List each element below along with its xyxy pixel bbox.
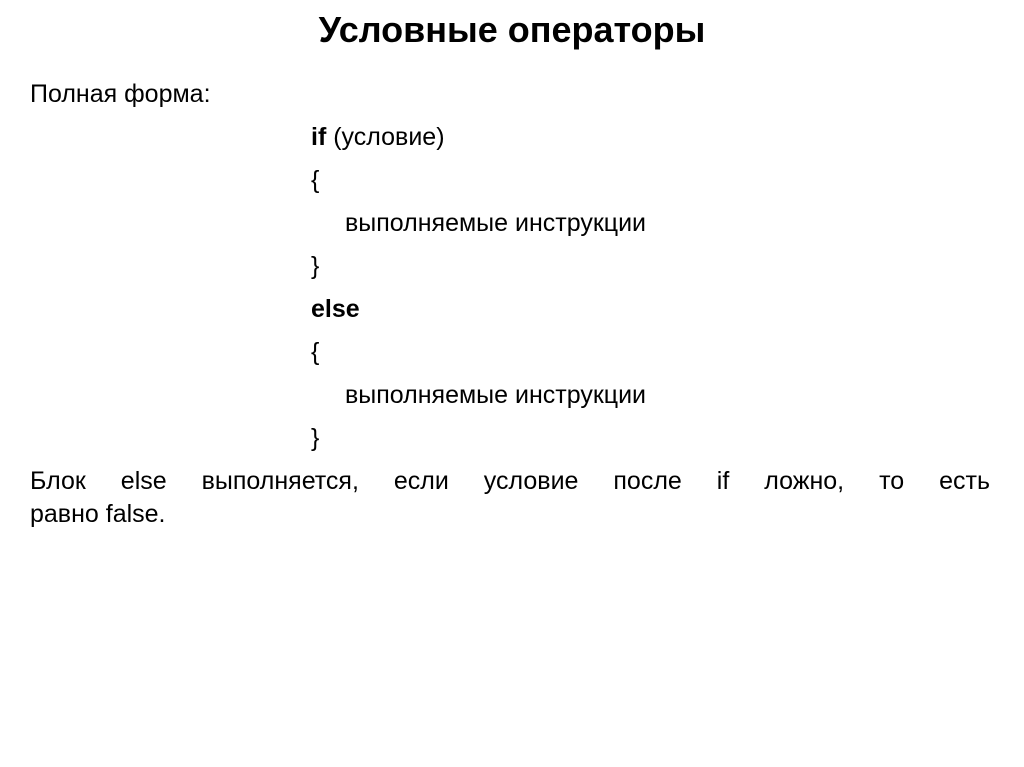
code-line-close-brace-2: } bbox=[311, 424, 320, 452]
code-block bbox=[311, 117, 646, 461]
note-line-1: Блок else выполняется, если условие после if ложно, то есть bbox=[30, 467, 990, 495]
note-paragraph bbox=[30, 465, 990, 531]
code-line-open-brace-2: { bbox=[311, 338, 320, 366]
code-line-if bbox=[311, 117, 646, 160]
code-line-open-brace-1: { bbox=[311, 166, 320, 194]
code-line-body-1: выполняемые инструкции bbox=[345, 209, 647, 237]
if-keyword: if bbox=[311, 123, 327, 151]
code-line-close-brace-1: } bbox=[311, 252, 320, 280]
note-line-2: равно false. bbox=[30, 500, 166, 528]
if-condition: (условие) bbox=[326, 123, 445, 151]
else-keyword: else bbox=[311, 295, 360, 323]
code-line-body-2: выполняемые инструкции bbox=[345, 381, 647, 409]
intro-text: Полная форма: bbox=[30, 80, 211, 108]
slide-title: Условные операторы bbox=[318, 9, 706, 50]
